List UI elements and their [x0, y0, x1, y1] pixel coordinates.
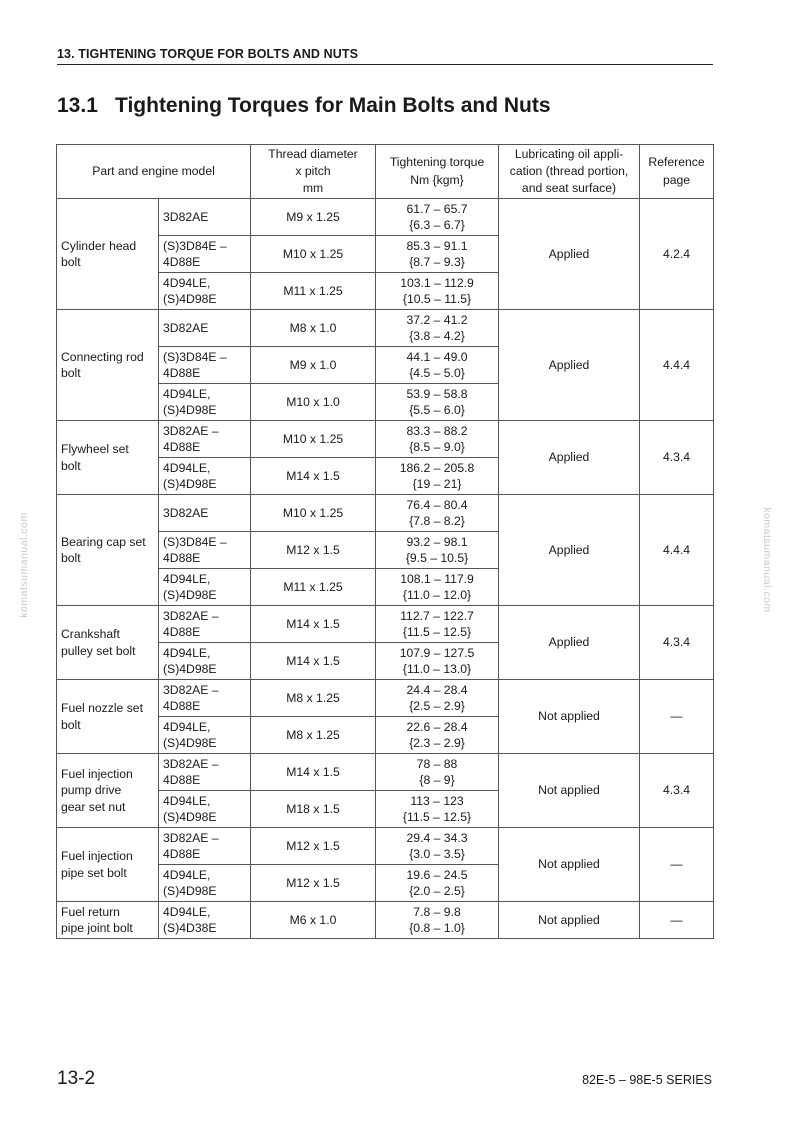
torque-table	[56, 144, 714, 939]
part-name-cell: Connecting rod bolt	[57, 310, 159, 421]
torque-cell: 19.6 – 24.5 {2.0 – 2.5}	[376, 865, 499, 902]
reference-page-cell: 4.2.4	[640, 199, 714, 310]
watermark-right: komatsumanual.com	[761, 507, 773, 613]
title-text: Tightening Torques for Main Bolts and Nuts	[115, 94, 551, 117]
lubrication-cell: Applied	[499, 606, 640, 680]
reference-page-cell: 4.3.4	[640, 754, 714, 828]
engine-model-cell: 4D94LE, (S)4D98E	[159, 791, 251, 828]
engine-model-cell: 3D82AE – 4D88E	[159, 606, 251, 643]
engine-model-cell: (S)3D84E – 4D88E	[159, 236, 251, 273]
engine-model-cell: 3D82AE – 4D88E	[159, 828, 251, 865]
col-header-thread: Thread diameter x pitch mm	[251, 145, 376, 199]
reference-page-cell: 4.4.4	[640, 495, 714, 606]
part-name-cell: Crankshaft pulley set bolt	[57, 606, 159, 680]
lubrication-cell: Not applied	[499, 828, 640, 902]
part-name-cell: Fuel injection pump drive gear set nut	[57, 754, 159, 828]
reference-page-cell: —	[640, 902, 714, 939]
engine-model-cell: 4D94LE, (S)4D98E	[159, 643, 251, 680]
table-row	[57, 828, 714, 865]
table-row	[57, 310, 714, 347]
table-row	[57, 199, 714, 236]
part-name-cell: Cylinder head bolt	[57, 199, 159, 310]
torque-cell: 186.2 – 205.8 {19 – 21}	[376, 458, 499, 495]
torque-cell: 24.4 – 28.4 {2.5 – 2.9}	[376, 680, 499, 717]
thread-cell: M14 x 1.5	[251, 458, 376, 495]
engine-model-cell: 4D94LE, (S)4D98E	[159, 717, 251, 754]
table-row	[57, 680, 714, 717]
engine-model-cell: 3D82AE – 4D88E	[159, 754, 251, 791]
reference-page-cell: 4.3.4	[640, 606, 714, 680]
engine-model-cell: 3D82AE – 4D88E	[159, 421, 251, 458]
part-name-cell: Fuel nozzle set bolt	[57, 680, 159, 754]
col-header-reference: Reference page	[640, 145, 714, 199]
lubrication-cell: Not applied	[499, 680, 640, 754]
thread-cell: M11 x 1.25	[251, 273, 376, 310]
thread-cell: M10 x 1.0	[251, 384, 376, 421]
torque-cell: 44.1 – 49.0 {4.5 – 5.0}	[376, 347, 499, 384]
engine-model-cell: 4D94LE, (S)4D98E	[159, 865, 251, 902]
col-header-torque: Tightening torque Nm {kgm}	[376, 145, 499, 199]
torque-cell: 85.3 – 91.1 {8.7 – 9.3}	[376, 236, 499, 273]
table-row	[57, 421, 714, 458]
thread-cell: M10 x 1.25	[251, 421, 376, 458]
engine-model-cell: 3D82AE	[159, 199, 251, 236]
torque-cell: 61.7 – 65.7 {6.3 – 6.7}	[376, 199, 499, 236]
engine-model-cell: 4D94LE, (S)4D98E	[159, 273, 251, 310]
engine-model-cell: 4D94LE, (S)4D38E	[159, 902, 251, 939]
torque-cell: 108.1 – 117.9 {11.0 – 12.0}	[376, 569, 499, 606]
torque-cell: 113 – 123 {11.5 – 12.5}	[376, 791, 499, 828]
torque-cell: 103.1 – 112.9 {10.5 – 11.5}	[376, 273, 499, 310]
table-row	[57, 902, 714, 939]
thread-cell: M8 x 1.25	[251, 717, 376, 754]
thread-cell: M14 x 1.5	[251, 606, 376, 643]
watermark-left: komatsumanual.com	[18, 512, 30, 618]
page-number: 13-2	[57, 1068, 96, 1089]
torque-cell: 7.8 – 9.8 {0.8 – 1.0}	[376, 902, 499, 939]
lubrication-cell: Applied	[499, 199, 640, 310]
lubrication-cell: Applied	[499, 421, 640, 495]
torque-cell: 29.4 – 34.3 {3.0 – 3.5}	[376, 828, 499, 865]
engine-model-cell: 3D82AE	[159, 310, 251, 347]
section-header: 13. TIGHTENING TORQUE FOR BOLTS AND NUTS	[57, 47, 713, 65]
lubrication-cell: Applied	[499, 310, 640, 421]
torque-cell: 22.6 – 28.4 {2.3 – 2.9}	[376, 717, 499, 754]
thread-cell: M9 x 1.25	[251, 199, 376, 236]
engine-model-cell: (S)3D84E – 4D88E	[159, 347, 251, 384]
thread-cell: M8 x 1.0	[251, 310, 376, 347]
reference-page-cell: 4.4.4	[640, 310, 714, 421]
reference-page-cell: —	[640, 680, 714, 754]
engine-model-cell: 4D94LE, (S)4D98E	[159, 384, 251, 421]
series-label: 82E-5 – 98E-5 SERIES	[582, 1073, 712, 1087]
reference-page-cell: 4.3.4	[640, 421, 714, 495]
lubrication-cell: Not applied	[499, 754, 640, 828]
reference-page-cell: —	[640, 828, 714, 902]
torque-cell: 76.4 – 80.4 {7.8 – 8.2}	[376, 495, 499, 532]
thread-cell: M10 x 1.25	[251, 495, 376, 532]
thread-cell: M14 x 1.5	[251, 754, 376, 791]
torque-cell: 107.9 – 127.5 {11.0 – 13.0}	[376, 643, 499, 680]
torque-cell: 78 – 88 {8 – 9}	[376, 754, 499, 791]
torque-cell: 83.3 – 88.2 {8.5 – 9.0}	[376, 421, 499, 458]
table-row	[57, 754, 714, 791]
part-name-cell: Fuel injection pipe set bolt	[57, 828, 159, 902]
thread-cell: M12 x 1.5	[251, 828, 376, 865]
engine-model-cell: 4D94LE, (S)4D98E	[159, 569, 251, 606]
table-body	[57, 199, 714, 939]
torque-cell: 37.2 – 41.2 {3.8 – 4.2}	[376, 310, 499, 347]
thread-cell: M9 x 1.0	[251, 347, 376, 384]
col-header-part: Part and engine model	[57, 145, 251, 199]
page-title	[57, 94, 551, 118]
thread-cell: M6 x 1.0	[251, 902, 376, 939]
thread-cell: M10 x 1.25	[251, 236, 376, 273]
part-name-cell: Bearing cap set bolt	[57, 495, 159, 606]
torque-cell: 112.7 – 122.7 {11.5 – 12.5}	[376, 606, 499, 643]
lubrication-cell: Not applied	[499, 902, 640, 939]
engine-model-cell: 3D82AE – 4D88E	[159, 680, 251, 717]
part-name-cell: Fuel return pipe joint bolt	[57, 902, 159, 939]
table-header-row	[57, 145, 714, 199]
thread-cell: M18 x 1.5	[251, 791, 376, 828]
torque-cell: 53.9 – 58.8 {5.5 – 6.0}	[376, 384, 499, 421]
engine-model-cell: (S)3D84E – 4D88E	[159, 532, 251, 569]
col-header-lubrication: Lubricating oil appli- cation (thread portion, and seat surface)	[499, 145, 640, 199]
thread-cell: M14 x 1.5	[251, 643, 376, 680]
thread-cell: M11 x 1.25	[251, 569, 376, 606]
table-row	[57, 606, 714, 643]
thread-cell: M8 x 1.25	[251, 680, 376, 717]
engine-model-cell: 4D94LE, (S)4D98E	[159, 458, 251, 495]
thread-cell: M12 x 1.5	[251, 532, 376, 569]
table-row	[57, 495, 714, 532]
torque-cell: 93.2 – 98.1 {9.5 – 10.5}	[376, 532, 499, 569]
title-number: 13.1	[57, 94, 98, 117]
lubrication-cell: Applied	[499, 495, 640, 606]
thread-cell: M12 x 1.5	[251, 865, 376, 902]
part-name-cell: Flywheel set bolt	[57, 421, 159, 495]
engine-model-cell: 3D82AE	[159, 495, 251, 532]
